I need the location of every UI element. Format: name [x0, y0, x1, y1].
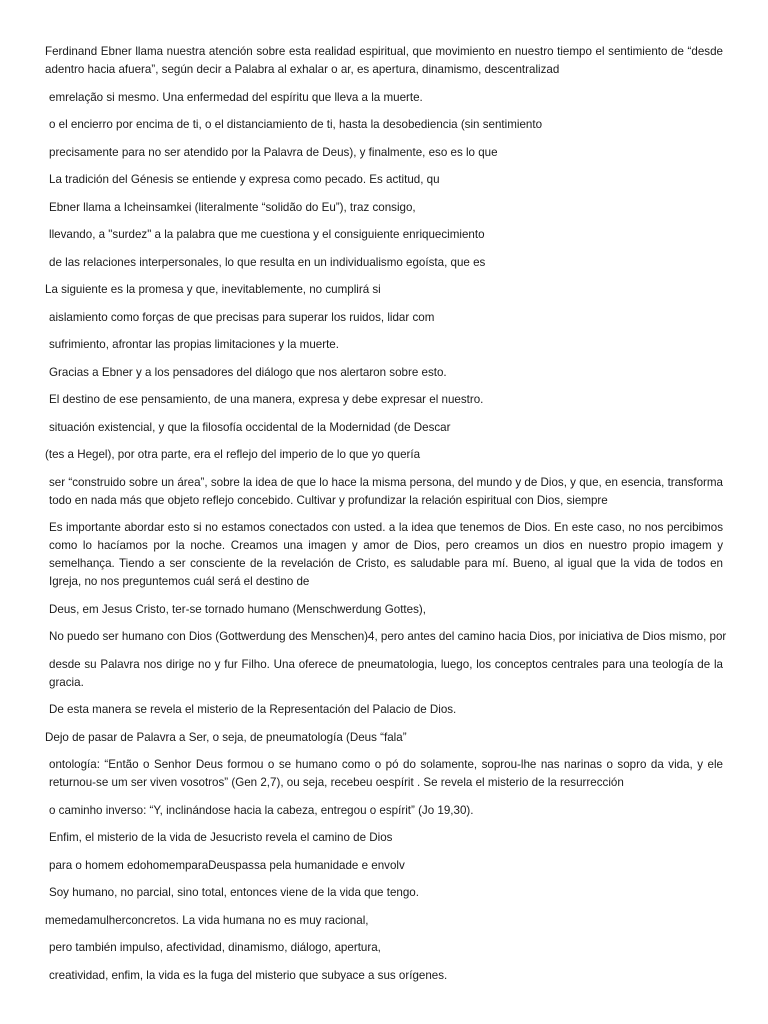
- paragraph: La siguiente es la promesa y que, inevitablemente, no cumplirá si: [45, 283, 381, 296]
- paragraph: La tradición del Génesis se entiende y expresa como pecado. Es actitud, qu: [49, 173, 440, 186]
- paragraph: ontología: “Então o Senhor Deus formou o se humano como o pó do solamente, soprou-lhe nas narinas o sopro da vida, y ele returnou-se um ser viven vosotros” (Gen 2,7), ou seja, recebeu oespírit . Se revela el misterio de la resurrección: [49, 758, 723, 789]
- paragraph: sufrimiento, afrontar las propias limitaciones y la muerte.: [49, 338, 339, 351]
- paragraph: aislamiento como forças de que precisas para superar los ruidos, lidar com: [49, 310, 435, 324]
- paragraph: desde su Palavra nos dirige no y fur Filho. Una oferece de pneumatologia, luego, los conceptos centrales para una teología de la gracia.: [49, 657, 723, 689]
- paragraph: Gracias a Ebner y a los pensadores del diálogo que nos alertaron sobre esto.: [49, 365, 447, 379]
- paragraph: precisamente para no ser atendido por la Palavra de Deus), y finalmente, eso es lo que: [49, 145, 498, 159]
- paragraph: situación existencial, y que la filosofía occidental de la Modernidad (de Descar: [49, 420, 451, 434]
- paragraph: llevando, a "surdez" a la palabra que me cuestiona y el consiguiente enriquecimiento: [49, 228, 485, 241]
- paragraph: Deus, em Jesus Cristo, ter-se tornado humano (Menschwerdung Gottes),: [49, 602, 426, 616]
- paragraph: emrelação si mesmo. Una enfermedad del espíritu que lleva a la muerte.: [49, 90, 423, 104]
- paragraph: No puedo ser humano con Dios (Gottwerdung des Menschen)4, pero antes del camino hacia Dios, por iniciativa de Dios mismo, por: [49, 630, 727, 643]
- document-body: [45, 43, 727, 994]
- paragraph: Ebner llama a Icheinsamkei (literalmente “solidão do Eu”), traz consigo,: [49, 200, 416, 214]
- paragraph: De esta manera se revela el misterio de la Representación del Palacio de Dios.: [49, 703, 457, 716]
- paragraph: ser “construido sobre un área”, sobre la idea de que lo hace la misma persona, del mundo y de Dios, y que, en esencia, transforma todo en nada más que objeto reflejo concebido. Cultivar y profundizar la relación espiritual con Dios, siempre: [49, 475, 723, 507]
- paragraph: (tes a Hegel), por otra parte, era el reflejo del imperio de lo que yo quería: [45, 448, 421, 461]
- paragraph: o caminho inverso: “Y, inclinándose hacia la cabeza, entregou o espírit” (Jo 19,30).: [49, 803, 474, 817]
- paragraph: pero también impulso, afectividad, dinamismo, diálogo, apertura,: [49, 941, 381, 954]
- paragraph: Es importante abordar esto si no estamos conectados con usted. a la idea que tenemos de Dios. En este caso, no nos percibimos como lo hacíamos por la noche. Creamos una imagen y amor de Dios, pero creamos un dios en nuestro propio imagem y semelhança. Tiendo a ser consciente de la revelación de Cristo, es saludable para mí. Bueno, al igual que la vida de todos en Igreja, no nos preguntemos cuál será el destino de: [49, 521, 723, 588]
- paragraph: Dejo de pasar de Palavra a Ser, o seja, de pneumatología (Deus “fala”: [45, 730, 407, 744]
- paragraph: para o homem edohomemparaDeuspassa pela humanidade e envolv: [49, 858, 405, 872]
- paragraph: Soy humano, no parcial, sino total, entonces viene de la vida que tengo.: [49, 886, 419, 899]
- paragraph: de las relaciones interpersonales, lo que resulta en un individualismo egoísta, que es: [49, 255, 486, 269]
- paragraph: Ferdinand Ebner llama nuestra atención sobre esta realidad espiritual, que movimiento en nuestro tiempo el sentimiento de “desde adentro hacia afuera”, según decir a Palabra al exhalar o ar, es apertura, dinamismo, descentralizad: [45, 45, 723, 76]
- paragraph: o el encierro por encima de ti, o el distanciamiento de ti, hasta la desobediencia (sin sentimiento: [49, 118, 543, 131]
- paragraph: memedamulherconcretos. La vida humana no es muy racional,: [45, 913, 369, 927]
- paragraph: Enfim, el misterio de la vida de Jesucristo revela el camino de Dios: [49, 831, 393, 844]
- paragraph: creatividad, enfim, la vida es la fuga del misterio que subyace a sus orígenes.: [49, 968, 448, 982]
- paragraph: El destino de ese pensamiento, de una manera, expresa y debe expresar el nuestro.: [49, 393, 484, 406]
